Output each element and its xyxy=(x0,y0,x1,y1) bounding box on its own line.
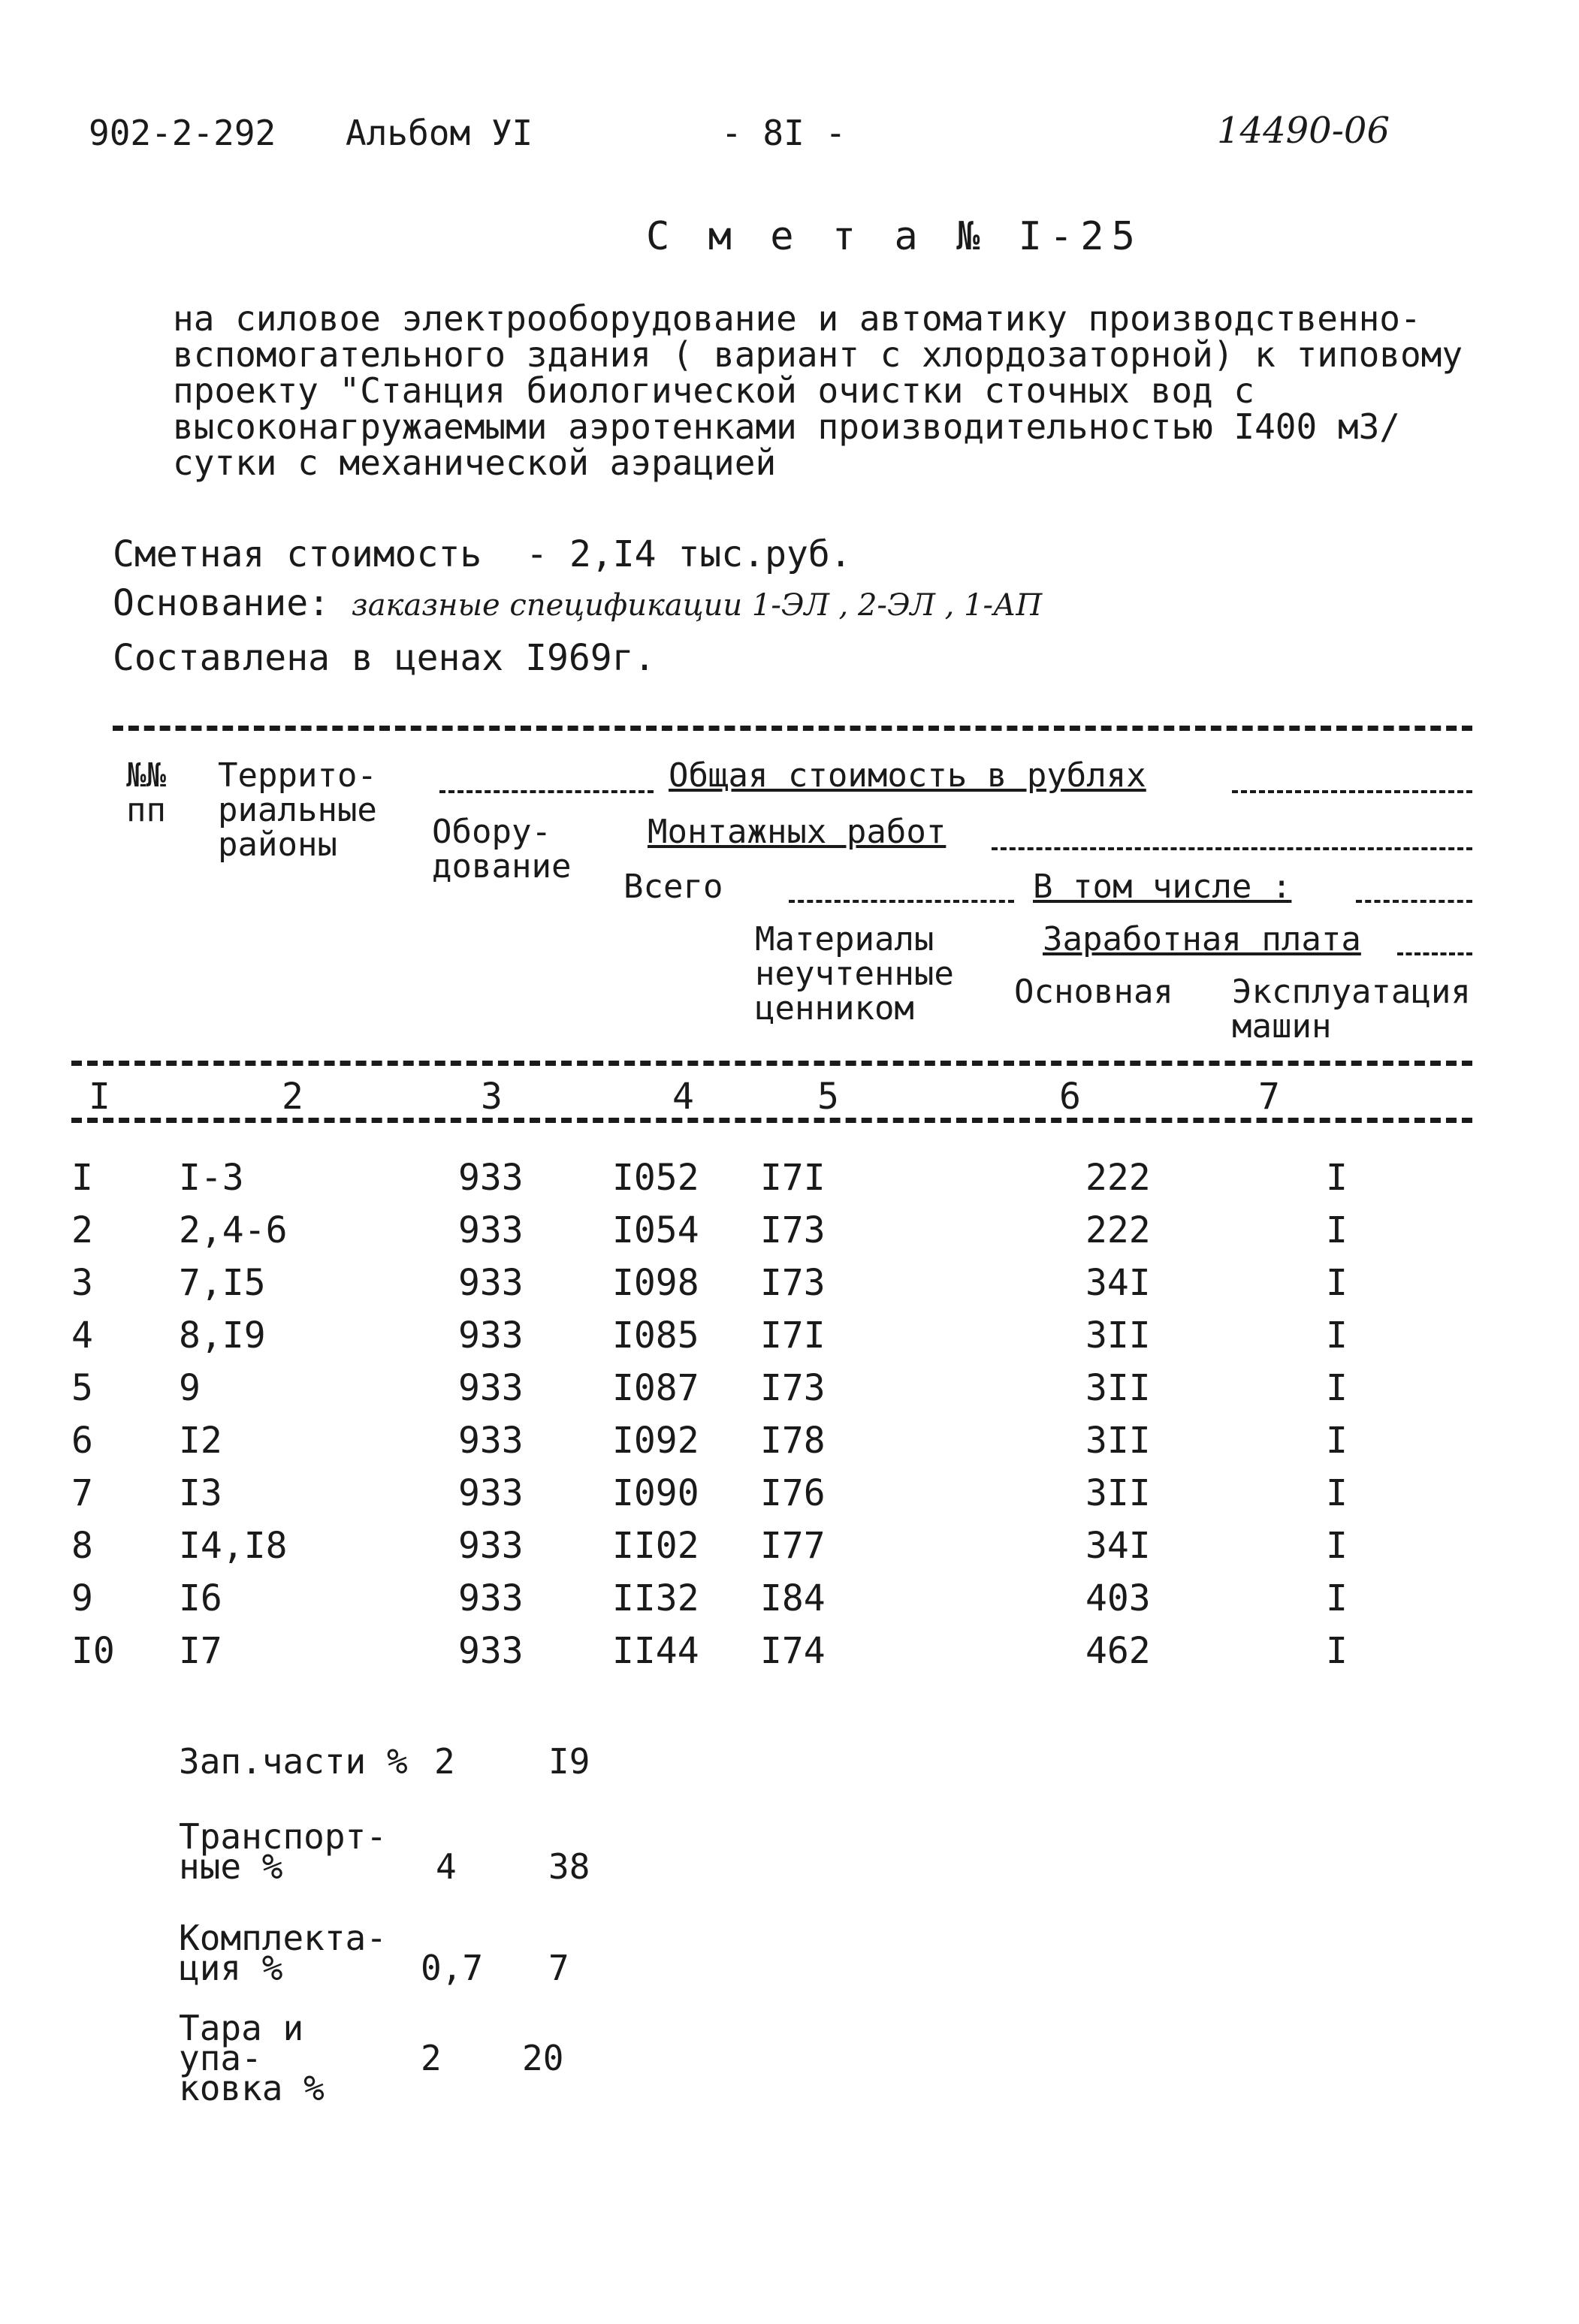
table-cell: 222 xyxy=(1085,1209,1151,1251)
table-cell: 4 xyxy=(71,1314,93,1357)
table-cell: I098 xyxy=(612,1262,699,1304)
table-cell: I xyxy=(1326,1420,1348,1462)
header-materials: Материалы неучтенные ценником xyxy=(755,920,954,1028)
table-cell: 933 xyxy=(458,1630,524,1672)
header-equipment: Обору- дование xyxy=(432,813,572,886)
table-top-rule xyxy=(113,726,1472,731)
table-cell: 3II xyxy=(1085,1314,1151,1357)
table-cell: I085 xyxy=(612,1314,699,1357)
table-cell: 3 xyxy=(71,1262,93,1304)
table-cell: I2 xyxy=(179,1420,222,1462)
table-cell: 933 xyxy=(458,1577,524,1619)
table-cell: I7I xyxy=(760,1157,826,1199)
table-cell: I087 xyxy=(612,1367,699,1409)
totals-pct: 4 xyxy=(436,1846,457,1887)
table-cell: I3 xyxy=(179,1472,222,1514)
header-total-cost: Общая стоимость в рублях xyxy=(669,756,1146,795)
table-cell: 2 xyxy=(71,1209,93,1251)
table-cell: 933 xyxy=(458,1367,524,1409)
totals-pct: 0,7 xyxy=(421,1948,484,1988)
table-cell: 933 xyxy=(458,1262,524,1304)
totals-label: Транспорт- ные % xyxy=(179,1816,387,1887)
table-cell: I xyxy=(1326,1157,1348,1199)
table-cell: 6 xyxy=(71,1420,93,1462)
table-cell: 933 xyxy=(458,1314,524,1357)
totals-label: Зап.части % xyxy=(179,1741,408,1782)
colnum: 4 xyxy=(672,1076,694,1118)
table-cell: I xyxy=(1326,1262,1348,1304)
totals-row xyxy=(179,1741,408,1782)
header-basic: Основная xyxy=(1014,973,1173,1011)
page-number: - 8I - xyxy=(721,113,847,153)
cost-label: Сметная стоимость xyxy=(113,533,482,575)
table-cell: I xyxy=(1326,1367,1348,1409)
colnum: 5 xyxy=(817,1076,839,1118)
table-cell: I6 xyxy=(179,1577,222,1619)
totals-label: Тара и упа- ковка % xyxy=(179,2008,325,2108)
header-territorial: Террито- риальные районы xyxy=(218,756,377,864)
table-cell: I4,I8 xyxy=(179,1525,288,1567)
table-cell: I xyxy=(1326,1525,1348,1567)
table-cell: 34I xyxy=(1085,1262,1151,1304)
table-cell: I77 xyxy=(760,1525,826,1567)
header-total: Всего xyxy=(623,868,723,906)
table-cell: 3II xyxy=(1085,1420,1151,1462)
table-cell: I0 xyxy=(71,1630,115,1672)
table-cell: 222 xyxy=(1085,1157,1151,1199)
totals-pct: 2 xyxy=(434,1741,455,1782)
totals-pct: 2 xyxy=(421,2038,442,2078)
table-cell: I054 xyxy=(612,1209,699,1251)
header-wages: Заработная плата xyxy=(1043,920,1361,958)
table-cell: I092 xyxy=(612,1420,699,1462)
colnum: 6 xyxy=(1059,1076,1081,1118)
table-cell: 933 xyxy=(458,1157,524,1199)
totals-value: 7 xyxy=(548,1948,569,1988)
table-cell: II32 xyxy=(612,1577,699,1619)
cost-line xyxy=(113,533,852,575)
table-cell: II44 xyxy=(612,1630,699,1672)
doc-code: 902-2-292 xyxy=(89,113,276,153)
table-cell: 7 xyxy=(71,1472,93,1514)
inventory-number: 14490-06 xyxy=(1217,110,1390,152)
totals-value: 38 xyxy=(548,1846,590,1887)
cost-value: - 2,I4 тыс.руб. xyxy=(526,533,852,575)
table-cell: I xyxy=(71,1157,93,1199)
estimate-title: С м е т а № I-25 xyxy=(646,214,1143,259)
table-cell: I xyxy=(1326,1472,1348,1514)
basis-line xyxy=(113,582,1042,624)
table-cell: I74 xyxy=(760,1630,826,1672)
table-cell: I xyxy=(1326,1209,1348,1251)
table-cell: 2,4-6 xyxy=(179,1209,288,1251)
totals-label: Комплекта- ция % xyxy=(179,1918,387,1988)
table-cell: I73 xyxy=(760,1367,826,1409)
table-cell: I xyxy=(1326,1577,1348,1619)
table-cell: I78 xyxy=(760,1420,826,1462)
table-cell: I-3 xyxy=(179,1157,244,1199)
table-cell: 8,I9 xyxy=(179,1314,266,1357)
basis-label: Основание: xyxy=(113,582,330,624)
header-num: №№ пп xyxy=(126,756,166,829)
table-cell: I73 xyxy=(760,1209,826,1251)
table-cell: 5 xyxy=(71,1367,93,1409)
totals-value: 20 xyxy=(522,2038,564,2078)
table-cell: II02 xyxy=(612,1525,699,1567)
table-cell: 9 xyxy=(71,1577,93,1619)
table-cell: I76 xyxy=(760,1472,826,1514)
colnum: 2 xyxy=(282,1076,303,1118)
colnum: 3 xyxy=(481,1076,503,1118)
table-cell: 462 xyxy=(1085,1630,1151,1672)
basis-value: заказные спецификации 1-ЭЛ , 2-ЭЛ , 1-АП xyxy=(351,588,1043,623)
table-cell: 9 xyxy=(179,1367,201,1409)
table-cell: 8 xyxy=(71,1525,93,1567)
prices-line: Составлена в ценах I969г. xyxy=(113,637,656,679)
table-cell: 7,I5 xyxy=(179,1262,266,1304)
table-cell: I090 xyxy=(612,1472,699,1514)
table-cell: 933 xyxy=(458,1420,524,1462)
table-cell: 3II xyxy=(1085,1472,1151,1514)
colnum: 7 xyxy=(1258,1076,1280,1118)
table-cell: I7 xyxy=(179,1630,222,1672)
table-cell: 3II xyxy=(1085,1367,1151,1409)
estimate-description: на силовое электрооборудование и автоматику производственно-вспомогательного здания ( вариант с хлордозаторной) к типовому проекту "Станция биологической очистки сточных вод с высоконагружаемыми аэротенками производительностью I400 м3/сутки с механической аэрацией xyxy=(173,298,1463,483)
header-bottom-rule xyxy=(71,1061,1472,1066)
table-cell: 933 xyxy=(458,1209,524,1251)
table-cell: 933 xyxy=(458,1472,524,1514)
header-including: В том числе : xyxy=(1033,868,1292,906)
table-cell: I052 xyxy=(612,1157,699,1199)
table-cell: I73 xyxy=(760,1262,826,1304)
table-cell: 34I xyxy=(1085,1525,1151,1567)
header-machines: Эксплуатация машин xyxy=(1232,973,1471,1046)
table-cell: 933 xyxy=(458,1525,524,1567)
table-cell: I xyxy=(1326,1630,1348,1672)
table-cell: I xyxy=(1326,1314,1348,1357)
album-label: Альбом УI xyxy=(346,113,533,153)
table-cell: 403 xyxy=(1085,1577,1151,1619)
totals-value: I9 xyxy=(548,1741,590,1782)
colnum-bottom-rule xyxy=(71,1118,1472,1123)
colnum: I xyxy=(89,1076,110,1118)
header-installation: Монтажных работ xyxy=(648,813,946,851)
table-cell: I84 xyxy=(760,1577,826,1619)
table-cell: I7I xyxy=(760,1314,826,1357)
